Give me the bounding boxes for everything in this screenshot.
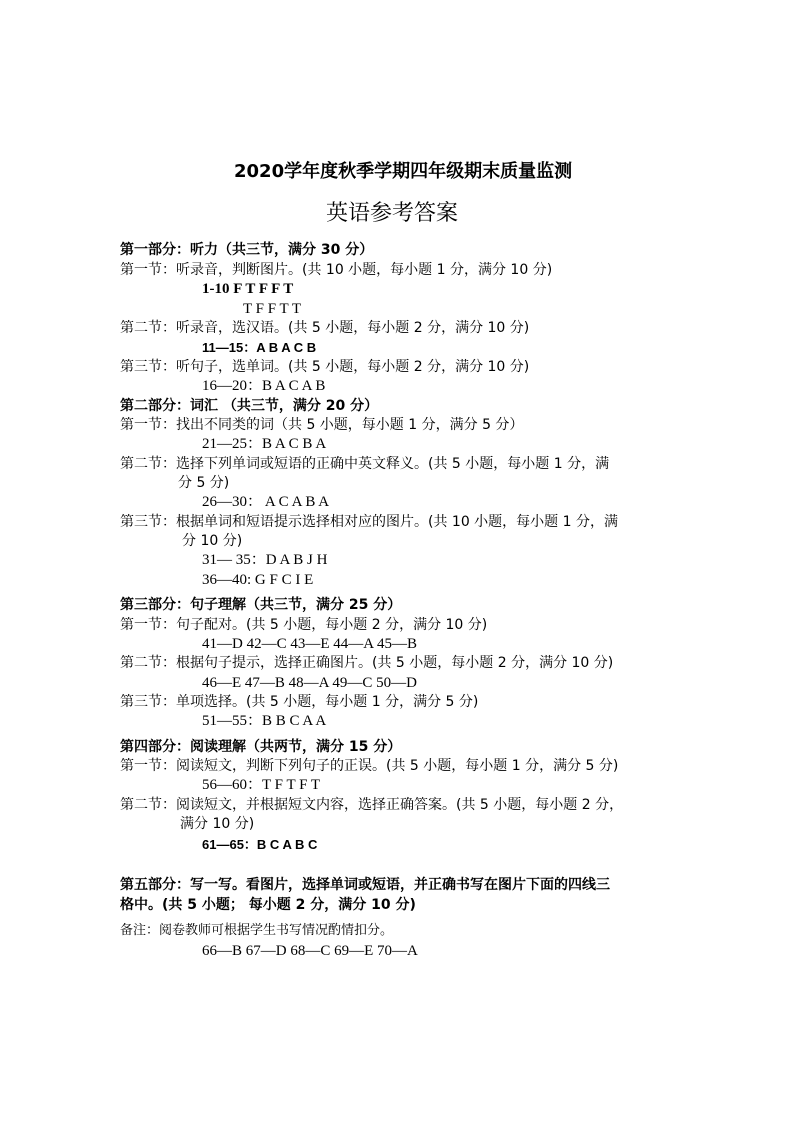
part1-section2: 第二节：听录音，选汉语。(共 5 小题，每小题 2 分，满分 10 分): [120, 320, 530, 336]
part5-answers: 66—B 67—D 68—C 69—E 70—A: [202, 943, 418, 959]
part2-section3-line2: 分 10 分): [182, 533, 243, 549]
part5-note: 备注：阅卷教师可根据学生书写情况酌情扣分。: [120, 923, 394, 938]
part3-section1-answers: 41—D 42—C 43—E 44—A 45—B: [202, 636, 418, 652]
part1-heading: 第一部分：听力（共三节，满分 30 分）: [120, 242, 374, 258]
part4-heading: 第四部分：阅读理解（共两节，满分 15 分）: [120, 739, 402, 755]
part1-section1-answers-a: 1-10 F T F F T: [202, 281, 294, 297]
part2-section1: 第一节：找出不同类的词（共 5 小题，每小题 1 分，满分 5 分）: [120, 417, 524, 433]
part2-section2-line1: 第二节：选择下列单词或短语的正确中英文释义。(共 5 小题，每小题 1 分，满: [120, 456, 610, 472]
part1-section1: 第一节：听录音，判断图片。(共 10 小题，每小题 1 分，满分 10 分): [120, 262, 553, 278]
part5-heading-line1: 第五部分：写一写。看图片，选择单词或短语，并正确书写在图片下面的四线三: [120, 877, 610, 893]
part3-section3: 第三节：单项选择。(共 5 小题，每小题 1 分，满分 5 分): [120, 694, 479, 710]
part4-section2-line1: 第二节：阅读短文，并根据短文内容，选择正确答案。(共 5 小题，每小题 2 分，: [120, 797, 624, 813]
part2-section2-line2: 分 5 分): [178, 475, 230, 491]
part2-section3-answers-a: 31— 35：D A B J H: [202, 552, 328, 568]
part3-section2-answers: 46—E 47—B 48—A 49—C 50—D: [202, 675, 418, 691]
part3-heading: 第三部分：句子理解（共三节，满分 25 分）: [120, 597, 402, 613]
part1-section2-answers: 11—15：A B A C B: [202, 340, 317, 355]
part3-section2: 第二节：根据句子提示，选择正确图片。(共 5 小题，每小题 2 分，满分 10 分): [120, 655, 614, 671]
part1-section3-answers: 16—20：B A C A B: [202, 378, 326, 394]
part4-section2-answers: 61—65：B C A B C: [202, 837, 318, 852]
part3-section3-answers: 51—55：B B C A A: [202, 713, 327, 729]
part4-section1-answers: 56—60：T F T F T: [202, 777, 321, 793]
part2-section1-answers: 21—25：B A C B A: [202, 436, 327, 452]
part2-section3-answers-b: 36—40: G F C I E: [202, 572, 314, 588]
part4-section2-line2: 满分 10 分): [180, 816, 255, 832]
part2-section2-answers: 26—30： A C A B A: [202, 494, 330, 510]
part1-section1-answers-b: T F F T T: [243, 301, 302, 317]
part4-section1: 第一节：阅读短文，判断下列句子的正误。(共 5 小题，每小题 1 分，满分 5 分): [120, 758, 619, 774]
part3-section1: 第一节：句子配对。(共 5 小题，每小题 2 分，满分 10 分): [120, 617, 488, 633]
part2-section3-line1: 第三节：根据单词和短语提示选择相对应的图片。(共 10 小题，每小题 1 分，满: [120, 514, 618, 530]
document-subtitle: 英语参考答案: [326, 201, 459, 226]
part2-heading: 第二部分：词汇 （共三节，满分 20 分）: [120, 398, 379, 414]
part1-section3: 第三节：听句子，选单词。(共 5 小题，每小题 2 分，满分 10 分): [120, 359, 530, 375]
document-title: 2020学年度秋季学期四年级期末质量监测: [234, 161, 573, 182]
part5-heading-line2: 格中。(共 5 小题； 每小题 2 分，满分 10 分): [120, 897, 416, 913]
